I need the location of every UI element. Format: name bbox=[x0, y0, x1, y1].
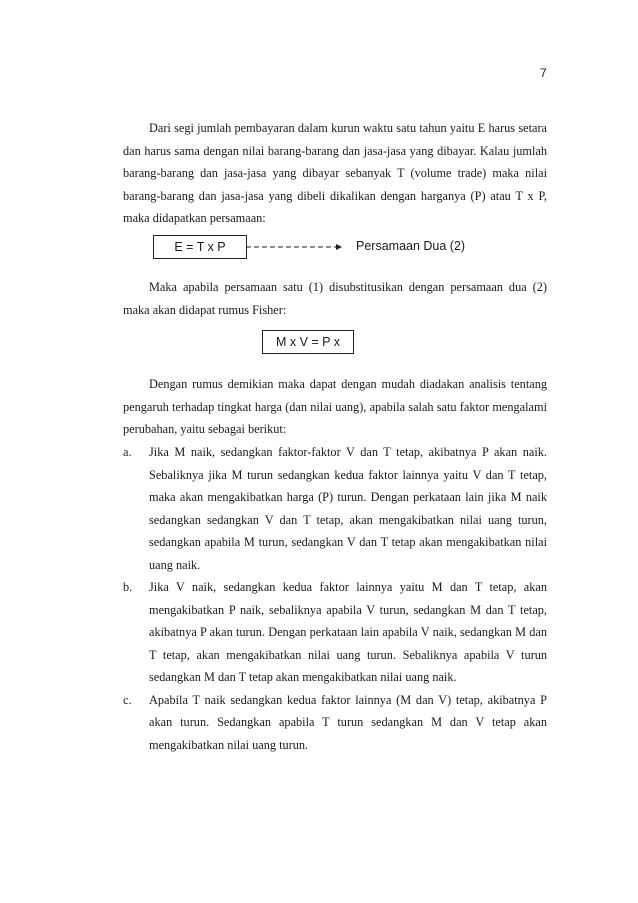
list-item-text: Apabila T naik sedangkan kedua faktor lainnya (M dan V) tetap, akibatnya P akan turun. Sedangkan apabila T turun sedangkan M dan V tetap akan mengakibatkan nilai uang turun. bbox=[149, 692, 547, 752]
formula-equation-two: E = T x P bbox=[153, 235, 247, 259]
factor-list bbox=[123, 441, 547, 756]
list-item-text: Jika M naik, sedangkan faktor-faktor V dan T tetap, akibatnya P akan naik. Sebaliknya jika M turun sedangkan kedua faktor lainnya yaitu V dan T tetap, maka akan mengakibatkan harga (P) turun. Dengan perkataan lain jika M naik sedangkan sedangkan V dan T tetap, akan mengakibatkan nilai uang turun, sedangkan apabila M turun, sedangkan V dan T tetap akan mengakibatkan nilai uang naik. bbox=[149, 445, 547, 572]
list-marker: a. bbox=[123, 445, 132, 459]
formula-equation-two-label: Persamaan Dua (2) bbox=[356, 239, 466, 253]
paragraph-intro-text: Dari segi jumlah pembayaran dalam kurun waktu satu tahun yaitu E harus setara dan harus sama dengan nilai barang-barang dan jasa-jasa yang dibayar. Kalau jumlah barang-barang dan jasa-jasa yang dibayar sebanyak T (volume trade) maka nilai barang-barang dan jasa-jasa yang dibeli dikalikan dengan harganya (P) atau T x P, maka didapatkan persamaan: bbox=[123, 121, 547, 225]
list-item bbox=[123, 441, 547, 576]
list-item bbox=[123, 689, 547, 757]
list-item-text: Jika V naik, sedangkan kedua faktor lainnya yaitu M dan T tetap, akan mengakibatkan P naik, sebaliknya apabila V turun, sedangkan M dan T tetap, akibatnya P akan turun. Dengan perkataan lain apabila V naik, sedangkan M dan T tetap, akan mengakibatkan nilai uang turun. Sebaliknya apabila V turun sedangkan M dan T tetap akan mengakibatkan nilai uang naik. bbox=[149, 580, 547, 684]
list-item bbox=[123, 576, 547, 689]
paragraph-substitution bbox=[123, 276, 547, 321]
list-marker: c. bbox=[123, 692, 132, 707]
page-number: 7 bbox=[540, 66, 547, 80]
dashed-arrow-icon bbox=[246, 243, 342, 251]
list-marker: b. bbox=[123, 580, 133, 594]
paragraph-analysis bbox=[123, 373, 547, 441]
paragraph-substitution-text: Maka apabila persamaan satu (1) disubstitusikan dengan persamaan dua (2) maka akan didapat rumus Fisher: bbox=[123, 280, 547, 317]
fisher-formula-box: M x V = P x bbox=[262, 330, 354, 354]
paragraph-analysis-text: Dengan rumus demikian maka dapat dengan mudah diadakan analisis tentang pengaruh terhadap tingkat harga (dan nilai uang), apabila salah satu faktor mengalami perubahan, yaitu sebagai berikut: bbox=[123, 377, 547, 436]
paragraph-intro bbox=[123, 117, 547, 230]
